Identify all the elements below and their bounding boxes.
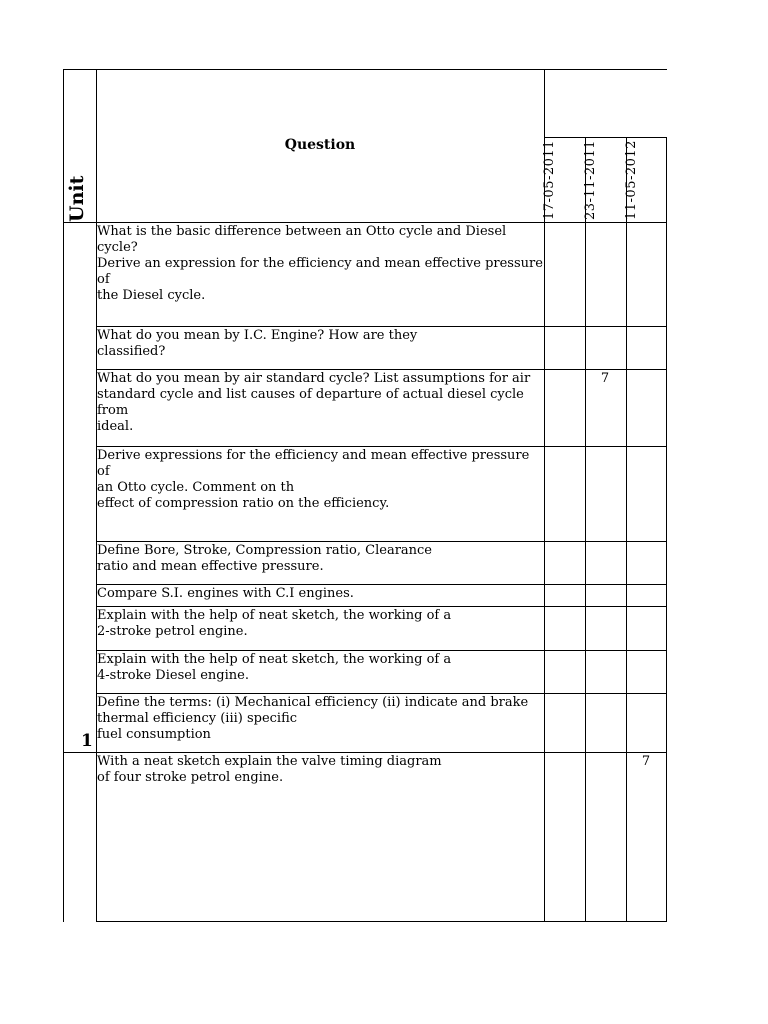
- question-text: What do you mean by I.C. Engine? How are they classified?: [97, 328, 418, 359]
- question-text: Derive expressions for the efficiency and mean effective pressure of an Otto cycle. Comment on th effect of compression ratio on the efficiency.: [97, 448, 530, 511]
- unit-header: Unit: [66, 175, 88, 222]
- date-header: 11-05-2012: [624, 140, 639, 220]
- question-text: Define the terms: (i) Mechanical efficiency (ii) indicate and brake thermal efficiency (iii) specific fuel consumption: [97, 695, 529, 742]
- question-text: What is the basic difference between an Otto cycle and Diesel cycle? Derive an expression for the efficiency and mean effective pressure of the Diesel cycle.: [97, 224, 543, 303]
- question-text: Explain with the help of neat sketch, the working of a 4-stroke Diesel engine.: [97, 652, 452, 683]
- question-header: Question: [284, 137, 356, 153]
- question-text: What do you mean by air standard cycle? List assumptions for air standard cycle and list causes of departure of actual diesel cycle from ideal.: [97, 371, 531, 434]
- question-text: With a neat sketch explain the valve timing diagram of four stroke petrol engine.: [97, 754, 442, 785]
- question-text: Explain with the help of neat sketch, the working of a 2-stroke petrol engine.: [97, 608, 452, 639]
- date-header: 23-11-2011: [583, 140, 598, 220]
- question-text: Compare S.I. engines with C.I engines.: [97, 586, 354, 601]
- question-text: Define Bore, Stroke, Compression ratio, Clearance ratio and mean effective pressure.: [97, 543, 433, 574]
- mark-value: 7: [641, 754, 651, 769]
- date-header: 17-05-2011: [542, 140, 557, 220]
- unit-number: 1: [81, 731, 93, 751]
- mark-value: 7: [600, 371, 610, 386]
